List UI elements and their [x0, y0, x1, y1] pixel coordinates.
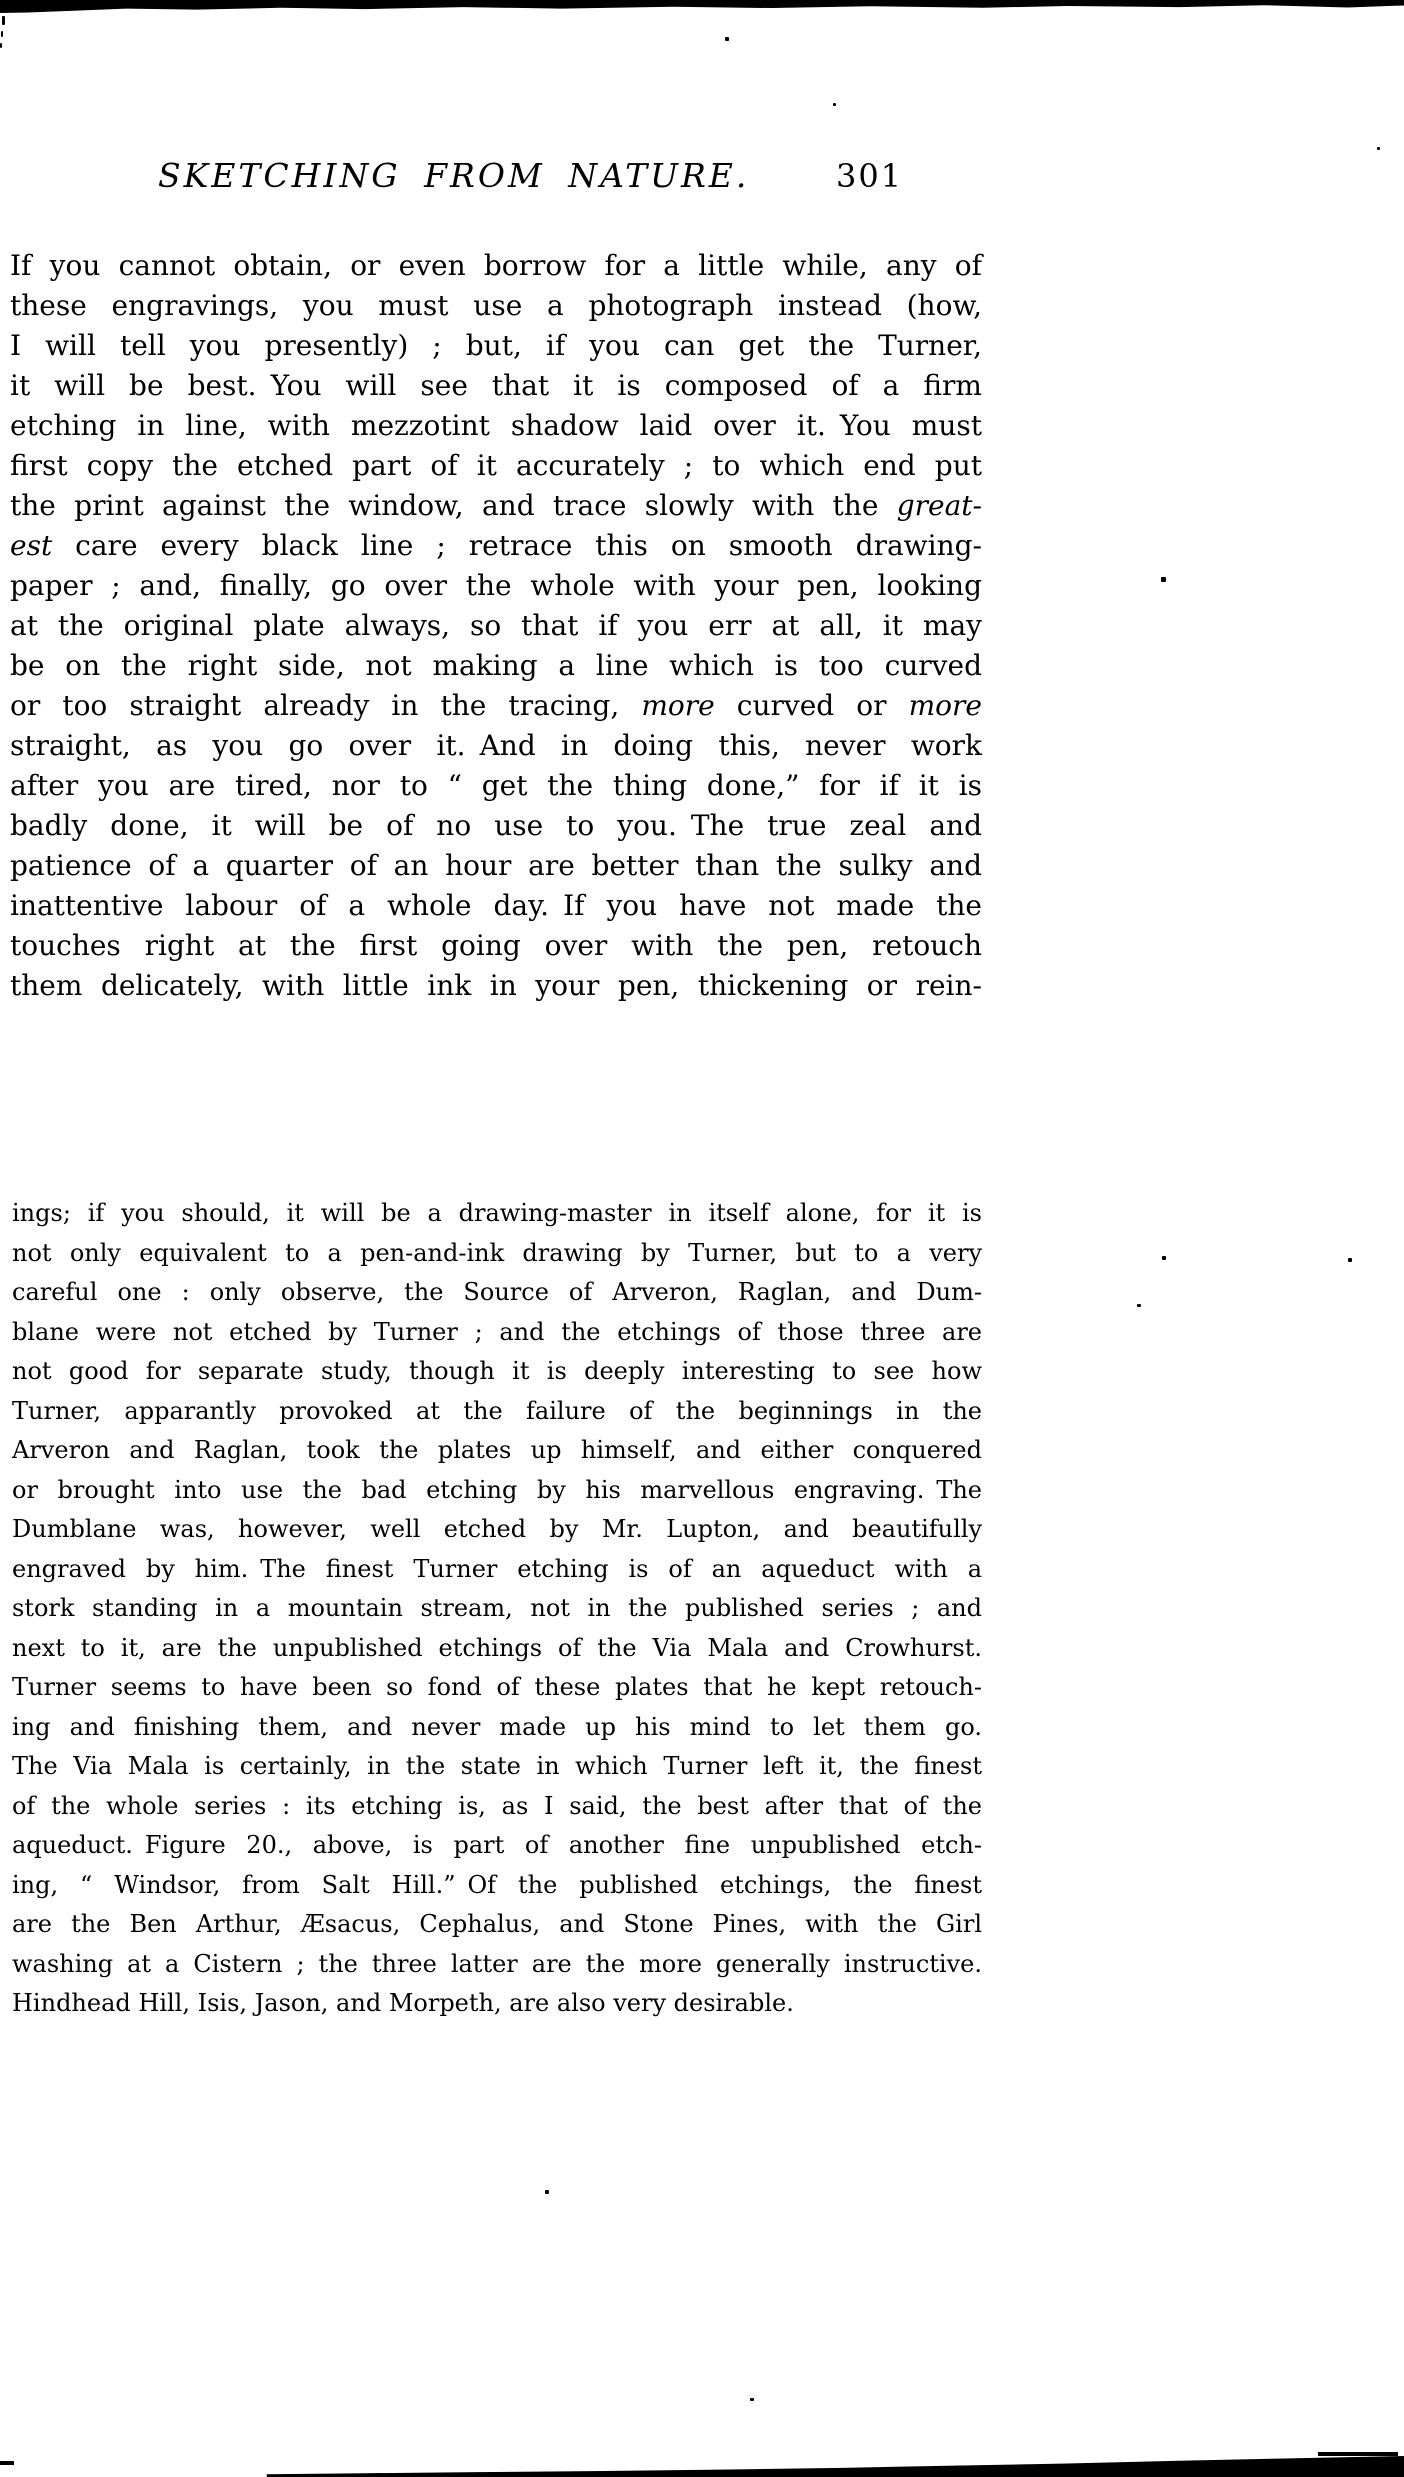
- text-run: great-: [896, 489, 982, 522]
- scan-speck: [1162, 1256, 1166, 1260]
- scan-artifact-top-bar: [0, 0, 1404, 13]
- text-run: ings; if you should, it will be a drawing-master in itself alone, for it is: [12, 1199, 982, 1227]
- footnote-line: [12, 1194, 982, 1234]
- scan-speck: [1137, 1304, 1141, 1307]
- text-run: not good for separate study, though it is deeply interesting to see how: [12, 1357, 982, 1385]
- body-line: [10, 366, 982, 406]
- text-run: of the whole series : its etching is, as I said, the best after that of the: [12, 1791, 982, 1820]
- body-line: [10, 926, 982, 966]
- text-run: are the Ben Arthur, Æsacus, Cephalus, and Stone Pines, with the Girl: [12, 1910, 982, 1938]
- footnote-line: [12, 1905, 982, 1945]
- text-run: it will be best. You will see that it is composed of a firm: [10, 369, 982, 402]
- text-run: stork standing in a mountain stream, not in the published series ; and: [12, 1594, 982, 1622]
- footnote-line: [12, 1273, 982, 1313]
- footnote-line: [12, 1629, 982, 1669]
- text-run: est: [10, 529, 53, 562]
- text-run: aqueduct. Figure 20., above, is part of another fine unpublished etch-: [12, 1831, 982, 1859]
- body-line: [10, 966, 982, 1006]
- body-text: [10, 246, 982, 1006]
- footnote-line: [12, 1945, 982, 1985]
- footnote-text: [12, 1194, 982, 2024]
- text-run: blane were not etched by Turner ; and the etchings of those three are: [12, 1317, 982, 1346]
- text-run: straight, as you go over it. And in doing this, never work: [10, 729, 982, 762]
- footnote-line: [12, 1313, 982, 1353]
- scan-speck: [0, 43, 2, 48]
- footnote-line: [12, 1234, 982, 1274]
- scan-speck: [545, 2190, 549, 2194]
- text-run: Turner, apparantly provoked at the failure of the beginnings in the: [12, 1396, 982, 1425]
- text-run: or too straight already in the tracing,: [10, 689, 642, 722]
- scan-speck: [1, 31, 3, 37]
- scan-speck: [725, 37, 729, 41]
- scan-speck: [2, 16, 5, 25]
- footnote-line: [12, 1984, 982, 2024]
- text-run: etching in line, with mezzotint shadow laid over it. You must: [10, 409, 982, 442]
- footnote-line: [12, 1787, 982, 1827]
- text-run: these engravings, you must use a photograph instead (how,: [10, 289, 982, 322]
- body-line: [10, 646, 982, 686]
- body-line: [10, 806, 982, 846]
- text-run: careful one : only observe, the Source of Arveron, Raglan, and Dum-: [12, 1278, 982, 1306]
- text-run: more: [908, 689, 982, 722]
- running-header: SKETCHING FROM NATURE.: [158, 156, 750, 195]
- footnote-line: [12, 1550, 982, 1590]
- footnote-line: [12, 1866, 982, 1906]
- body-line: [10, 406, 982, 446]
- body-line: [10, 726, 982, 766]
- body-line: [10, 886, 982, 926]
- footnote-line: [12, 1392, 982, 1432]
- body-line: [10, 286, 982, 326]
- footnote-line: [12, 1747, 982, 1787]
- text-run: them delicately, with little ink in your pen, thickening or rein-: [10, 969, 982, 1002]
- text-run: Dumblane was, however, well etched by Mr. Lupton, and beautifully: [12, 1515, 982, 1543]
- text-run: or brought into use the bad etching by his marvellous engraving. The: [12, 1475, 982, 1504]
- text-run: Turner seems to have been so fond of these plates that he kept retouch-: [12, 1673, 982, 1701]
- text-run: washing at a Cistern ; the three latter are the more generally instructive.: [12, 1949, 982, 1978]
- footnote-line: [12, 1708, 982, 1748]
- body-line: [10, 846, 982, 886]
- body-line: [10, 566, 982, 606]
- footnote-line: [12, 1510, 982, 1550]
- scan-speck: [1161, 577, 1166, 582]
- text-run: I will tell you presently) ; but, if you can get the Turner,: [10, 329, 982, 362]
- text-run: at the original plate always, so that if you err at all, it may: [10, 609, 982, 642]
- text-run: engraved by him. The finest Turner etching is of an aqueduct with a: [12, 1554, 982, 1583]
- body-line: [10, 686, 982, 726]
- body-line: [10, 246, 982, 286]
- text-run: paper ; and, finally, go over the whole with your pen, looking: [10, 569, 982, 602]
- body-line: [10, 766, 982, 806]
- text-run: If you cannot obtain, or even borrow for a little while, any of: [10, 249, 982, 282]
- body-line: [10, 446, 982, 486]
- body-line: [10, 486, 982, 526]
- footnote-line: [12, 1352, 982, 1392]
- footnote-line: [12, 1826, 982, 1866]
- text-run: the print against the window, and trace slowly with the: [10, 489, 897, 522]
- body-line: [10, 526, 982, 566]
- body-line: [10, 326, 982, 366]
- scan-speck: [833, 103, 836, 106]
- text-run: not only equivalent to a pen-and-ink drawing by Turner, but to a very: [12, 1238, 982, 1267]
- text-run: first copy the etched part of it accurately ; to which end put: [10, 449, 982, 482]
- footnote-line: [12, 1589, 982, 1629]
- text-run: next to it, are the unpublished etchings of the Via Mala and Crowhurst.: [12, 1633, 982, 1662]
- scan-speck: [1348, 1258, 1352, 1262]
- text-run: care every black line ; retrace this on smooth drawing-: [52, 529, 982, 562]
- text-run: inattentive labour of a whole day. If you have not made the: [10, 889, 982, 922]
- scan-speck: [750, 2398, 754, 2401]
- scan-artifact-dash: [1318, 2452, 1398, 2456]
- text-run: The Via Mala is certainly, in the state in which Turner left it, the finest: [12, 1752, 982, 1780]
- text-run: Arveron and Raglan, took the plates up himself, and either conquered: [12, 1436, 982, 1464]
- text-run: Hindhead Hill, Isis, Jason, and Morpeth, are also very desirable.: [12, 1989, 794, 2017]
- footnote-line: [12, 1431, 982, 1471]
- text-run: ing and finishing them, and never made up his mind to let them go.: [12, 1712, 982, 1741]
- scan-artifact-bottom-bar: [0, 2450, 1404, 2477]
- text-run: touches right at the first going over with the pen, retouch: [10, 929, 982, 962]
- footnote-line: [12, 1668, 982, 1708]
- text-run: ing, “ Windsor, from Salt Hill.” Of the published etchings, the finest: [12, 1870, 982, 1899]
- footnote-line: [12, 1471, 982, 1511]
- text-run: more: [641, 689, 715, 722]
- scan-speck: [1377, 147, 1380, 150]
- text-run: patience of a quarter of an hour are better than the sulky and: [10, 849, 982, 882]
- text-run: after you are tired, nor to “ get the thing done,” for if it is: [10, 769, 982, 802]
- scan-artifact-dash: [0, 2461, 14, 2465]
- page-number: 301: [836, 157, 904, 195]
- text-run: badly done, it will be of no use to you. The true zeal and: [10, 809, 982, 842]
- text-run: be on the right side, not making a line which is too curved: [10, 649, 982, 682]
- text-run: curved or: [714, 689, 909, 722]
- body-line: [10, 606, 982, 646]
